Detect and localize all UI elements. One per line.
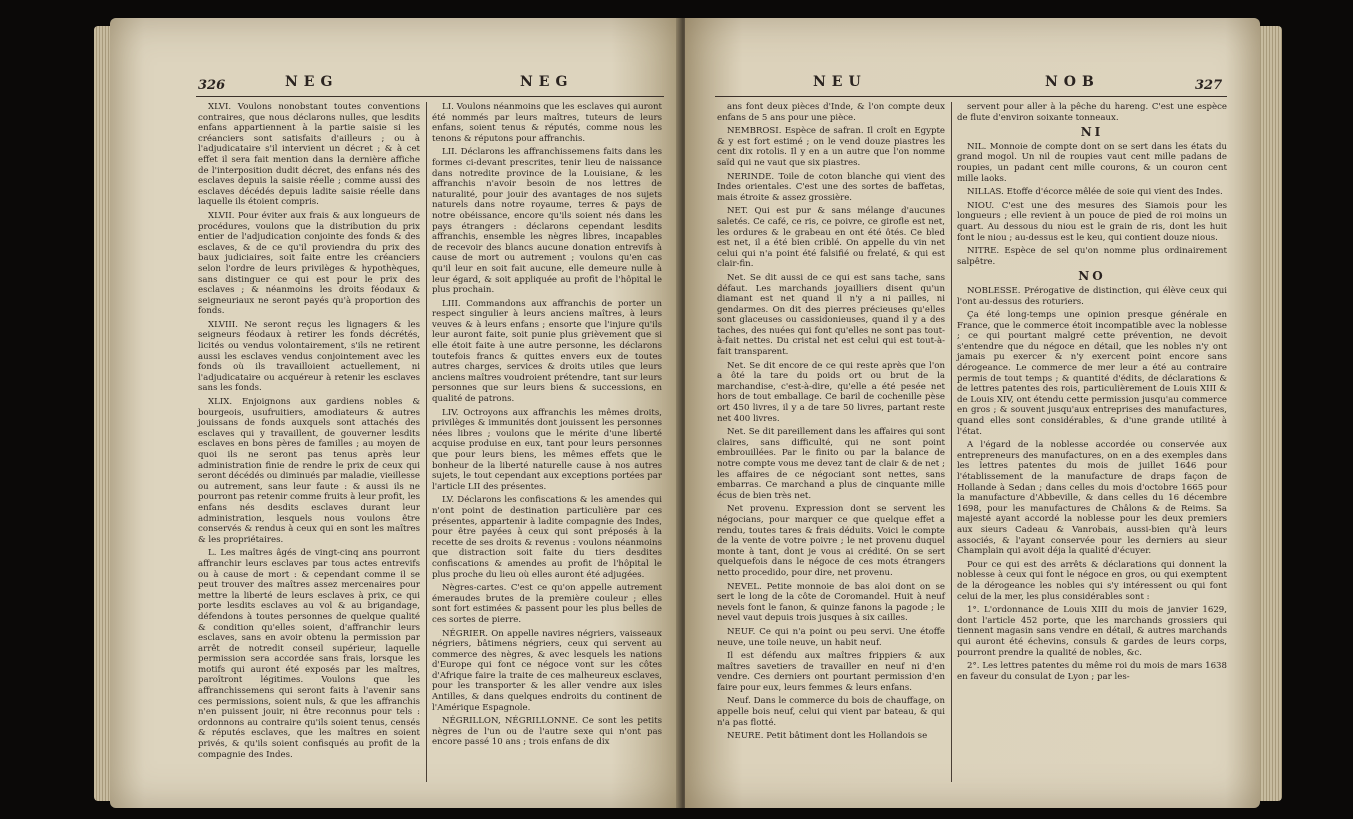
entry-paragraph: NILLAS. Etoffe d'écorce mêlée de soie qui vient des Indes. bbox=[967, 187, 1223, 198]
entry-paragraph: LV. Déclarons les confiscations & les amendes qui n'ont point de destination particulière par ces présentes, appartenir à ladite compagnie des Indes, pour être payées à ceux qui sont préposés à la recette de ses droits & revenus : voulons néanmoins que distraction soit faite du tiers desdites confiscations & amendes au profit de l'hôpital le plus proche du lieu où elles auront été adjugées. bbox=[432, 495, 662, 580]
entry-paragraph: NEVEL. Petite monnoie de bas aloi dont on se sert le long de la côte de Coromandel. Huit à neuf nevels font le fanon, & quinze fanons la pagode ; le nevel vaut depuis trois jusques à six cailles. bbox=[717, 581, 945, 624]
entry-paragraph: NOBLESSE. Prérogative de distinction, qui élève ceux qui l'ont au-dessus des roturiers. bbox=[957, 285, 1227, 307]
entry-paragraph: XLVIII. Ne seront reçus les lignagers & les seigneurs féodaux à retirer les fonds décrétés, licités ou vendus volontairement, s'ils ne retirent aussi les esclaves vendus conjointement avec les fonds où ils travailloient actuellement, ni l'adjudicataire ou acquéreur à retenir les esclaves sans les fonds. bbox=[198, 319, 420, 394]
right-column-1 bbox=[717, 102, 945, 745]
entry-paragraph: Pour ce qui est des arrêts & déclarations qui donnent la noblesse à ceux qui font le négoce en gros, ou qui exemptent de la dérogeance les nobles qui s'y intéressent ou qui font celui de la mer, les plus considérables sont : bbox=[957, 559, 1227, 602]
entry-paragraph: XLIX. Enjoignons aux gardiens nobles & bourgeois, usufruitiers, amodiateurs & autres jouissans de fonds auxquels sont attachés des esclaves qui y travaillent, de gouverner lesdits esclaves en bons pères de familles ; au moyen de quoi ils ne seront pas tenus après leur administration finie de rendre le prix de ceux qui seront décédés ou diminués par maladie, vieillesse ou autrement, sans leur faute : & aussi ils ne pourront pas retenir comme fruits à leur profit, les enfans nés desdits esclaves durant leur administration, lesquels nous voulons être conservés & rendus à ceux qui en sont les maîtres & les propriétaires. bbox=[198, 397, 420, 545]
entry-paragraph: LI. Voulons néanmoins que les esclaves qui auront été nommés par leurs maîtres, tuteurs de leurs enfans, soient tenus & réputés, comme nous les tenons & réputons pour affranchis. bbox=[432, 102, 662, 144]
entry-paragraph: NEURE. Petit bâtiment dont les Hollandois se bbox=[727, 731, 928, 742]
left-header-rule bbox=[196, 96, 664, 97]
entry-paragraph: LIII. Commandons aux affranchis de porter un respect singulier à leurs anciens maîtres, à leurs veuves & à leurs enfans ; ensorte que l'injure qu'ils leur auront faite, soit punie plus grièvement que si elle étoit faite à une autre personne, les déclarons toutefois francs & quittes envers eux de toutes autres charges, services & droits utiles que leurs anciens maîtres voudroient prétendre, tant sur leurs personnes que sur leurs biens & successions, en qualité de patrons. bbox=[432, 298, 662, 405]
entry-paragraph: NÉGRILLON, NÉGRILLONNE. Ce sont les petits nègres de l'un ou de l'autre sexe qui n'ont pas encore passé 10 ans ; trois enfans de dix bbox=[432, 716, 662, 748]
right-header-right: NOB bbox=[1045, 74, 1100, 90]
section-no-entries bbox=[957, 286, 1227, 682]
entry-paragraph: Il est défendu aux maîtres frippiers & aux maîtres savetiers de travailler en neuf ni d'en vendre. Ces derniers ont pourtant permission d'en faire pour eux, leurs femmes & leurs enfans. bbox=[717, 651, 945, 693]
entry-paragraph: A l'égard de la noblesse accordée ou conservée aux entrepreneurs des manufactures, on en a des exemples dans les lettres patentes du mois de juillet 1646 pour l'établissement de la manufacture de draps façon de Hollande à Sedan ; dans celles du mois d'octobre 1665 pour la manufacture d'Abbeville, & dans celles du 16 décembre 1698, pour les manufactures de Châlons & de Reims. Sa majesté ayant accordé la noblesse pour les deux premiers aux sieurs Cadeau & Vanrobais, aussi-bien qu'à leurs associés, & l'ayant conservée pour les derniers au sieur Champlain qui avoit déja la qualité d'écuyer. bbox=[957, 440, 1227, 557]
entry-paragraph: XLVI. Voulons nonobstant toutes conventions contraires, que nous déclarons nulles, que lesdits enfans appartiennent à la partie saisie si les créanciers sont satisfaits d'ailleurs ; ou à l'adjudicataire s'il intervient un décret ; & à cet effet il sera fait mention dans la dernière affiche de l'interposition dudit décret, des enfans nés des esclaves depuis la saisie réelle ; comme aussi des esclaves décédés depuis ladite saisie réelle dans laquelle ils étoient compris. bbox=[198, 102, 420, 208]
entry-paragraph: NÉGRIER. On appelle navires négriers, vaisseaux négriers, bâtimens négriers, ceux qui servent au commerce des nègres, & avec lesquels les nations d'Europe qui font ce négoce vont sur les côtes d'Afrique faire la traite de ces malheureux esclaves, pour les transporter & les aller vendre aux isles Antilles, & dans quelques endroits du continent de l'Amérique Espagnole. bbox=[432, 628, 662, 713]
entry-paragraph: NIL. Monnoie de compte dont on se sert dans les états du grand mogol. Un nil de roupies vaut cent mille padans de roupies, un padant cent mille courons, & un couron cent mille laoks. bbox=[957, 141, 1227, 184]
entry-paragraph: Net. Se dit encore de ce qui reste après que l'on a ôté la tare du poids ort ou brut de la marchandise, c'est-à-dire, qu'elle a été pesée net hors de tout emballage. Ce baril de cochenille pèse ort 450 livres, il y a de tare 50 livres, partant reste net 400 livres. bbox=[717, 360, 945, 424]
neure-continuation: servent pour aller à la pêche du hareng. C'est une espèce de flute d'environ soixante tonneaux. bbox=[957, 102, 1227, 123]
entry-paragraph: 1°. L'ordonnance de Louis XIII du mois de janvier 1629, dont l'article 452 porte, que les marchands grossiers qui tiennent magasin sans vendre en détail, & autres marchands qui auront été échevins, consuls & gardes de leurs corps, pourront prendre la qualité de nobles, &c. bbox=[957, 605, 1227, 658]
entry-paragraph: NIOU. C'est une des mesures des Siamois pour les longueurs ; elle revient à un pouce de pied de roi moins un quart. Au dessous du niou est le grain de ris, dont les huit font le niou ; au-dessus est le keu, qui contient douze nious. bbox=[957, 200, 1227, 243]
right-page-number: 327 bbox=[1195, 78, 1223, 93]
right-column-2 bbox=[957, 102, 1227, 685]
left-header-left: NEG bbox=[285, 74, 339, 90]
left-header-right: NEG bbox=[520, 74, 574, 90]
left-column-1 bbox=[198, 102, 420, 763]
entry-paragraph: LIV. Octroyons aux affranchis les mêmes droits, privilèges & immunités dont jouissent les personnes nées libres ; voulons que le mérite d'une liberté acquise produise en eux, tant pour leurs personnes que pour leurs biens, les mêmes effets que le bonheur de la liberté naturelle cause à nos autres sujets, le tout cependant aux exceptions portées par l'article LII des présentes. bbox=[432, 407, 662, 492]
right-column-divider bbox=[951, 102, 952, 782]
entry-paragraph: L. Les maîtres âgés de vingt-cinq ans pourront affranchir leurs esclaves par tous actes entrevifs ou à cause de mort : & cependant comme il se peut trouver des maîtres assez mercenaires pour mettre la liberté de leurs esclaves à prix, ce qui porte lesdits esclaves au vol & au brigandage, défendons à toutes personnes de quelque qualité & condition qu'elles soient, d'affranchir leurs esclaves, sans en avoir obtenu la permission par arrêt de notredit conseil supérieur, laquelle permission sera accordée sans frais, lorsque les motifs qui auront été exposés par les maîtres, paroîtront légitimes. Voulons que les affranchissemens qui seront faits à l'avenir sans ces permissions, soient nuls, & que les affranchis n'en puissent jouir, ni être reconnus pour tels : ordonnons au contraire qu'ils soient tenus, censés & réputés esclaves, que les maîtres en soient privés, & qu'ils soient confisqués au profit de la compagnie des Indes. bbox=[198, 548, 420, 760]
section-heading-ni: NI bbox=[1080, 125, 1104, 140]
entry-paragraph: Net provenu. Expression dont se servent les négocians, pour marquer ce que quelque effet a rendu, toutes tares & frais déduits. Voici le compte de la vente de votre poivre ; le net provenu duquel monte à tant, dont je vous ai crédité. On se sert quelquefois dans le négoce de ces mots étrangers netto procedido, pour dire, net provenu. bbox=[717, 504, 945, 578]
entry-paragraph: Ça été long-temps une opinion presque générale en France, que le commerce étoit incompatible avec la noblesse ; ce qui pourtant malgré cette prévention, ne devoit s'entendre que du négoce en détail, que les nobles n'y ont jamais pu exercer & n'y exercent point encore sans dérogeance. Le commerce de mer leur a été au contraire permis de tout temps ; & quantité d'édits, de déclarations & de lettres patentes des rois, particulièrement de Louis XIII & de Louis XIV, ont étendu cette permission jusqu'au commerce en gros ; & souvent jusqu'aux entreprises des manufactures, quand elles sont considérables, & d'une grande utilité à l'état. bbox=[957, 310, 1227, 437]
entry-paragraph: Net. Se dit aussi de ce qui est sans tache, sans défaut. Les marchands joyailliers disent qu'un diamant est net quand il n'y a ni pailles, ni gendarmes. On dit des pierres précieuses qu'elles sont glaceuses ou cassidonieuses, quand il y a des taches, des nuées qui font qu'elles ne sont pas tout-à-fait nettes. Du cristal net est celui qui est tout-à-fait transparent. bbox=[717, 272, 945, 358]
section-heading-no: NO bbox=[1078, 269, 1106, 284]
entry-paragraph: Net. Se dit pareillement dans les affaires qui sont claires, sans difficulté, qui ne sont point embrouillées. Par le finito ou par la balance de notre compte vous me devez tant de clair & de net ; les affaires de ce négociant sont nettes, sans embarras. Ce marchand a plus de cinquante mille écus de bien très net. bbox=[717, 427, 945, 501]
entry-paragraph: LII. Déclarons les affranchissemens faits dans les formes ci-devant prescrites, tenir lieu de naissance dans notredite province de la Louisiane, & les affranchis n'avoir besoin de nos lettres de naturalité, pour jouir des avantages de nos sujets naturels dans notre royaume, terres & pays de notre obéissance, encore qu'ils soient nés dans les pays étrangers : déclarons cependant lesdits affranchis, ensemble les nègres libres, incapables de recevoir des blancs aucune donation entrevifs à cause de mort ou autrement ; voulons qu'en cas qu'il leur en soit fait aucune, elle demeure nulle à leur égard, & soit appliquée au profit de l'hôpital le plus prochain. bbox=[432, 147, 662, 296]
entry-paragraph: XLVII. Pour éviter aux frais & aux longueurs de procédures, voulons que la distribution du prix entier de l'adjudication conjointe des fonds & des esclaves, & de ce qu'il proviendra du prix des baux judiciaires, soit faite entre les créanciers selon l'ordre de leurs privilèges & hypothèques, sans distinguer ce qui est pour le prix des esclaves ; & néanmoins les droits féodaux & seigneuriaux ne seront payés qu'à proportion des fonds. bbox=[198, 210, 420, 317]
entry-paragraph: NET. Qui est pur & sans mélange d'aucunes saletés. Ce café, ce ris, ce poivre, ce girofle est net, les ordures & le grabeau en ont été ôtés. Ce bled est net, il a été bien criblé. On appelle du vin net celui qui n'a point été falsifié ou frelaté, & qui est clair-fin. bbox=[717, 206, 945, 270]
entry-paragraph: NEUF. Ce qui n'a point ou peu servi. Une étoffe neuve, une toile neuve, un habit neuf. bbox=[717, 626, 945, 648]
left-column-divider bbox=[426, 102, 427, 782]
page-edges-right bbox=[1260, 26, 1282, 801]
page-edges-left bbox=[94, 26, 110, 801]
section-ni-entries bbox=[957, 142, 1227, 268]
book-spread bbox=[110, 18, 1260, 808]
left-column-2 bbox=[432, 102, 662, 751]
right-page bbox=[685, 18, 1260, 808]
left-page bbox=[110, 18, 680, 808]
entry-paragraph: Nègres-cartes. C'est ce qu'on appelle autrement émeraudes brutes de la première couleur ; elles sont fort estimées & passent pour les plus belles de ces sortes de pierre. bbox=[432, 583, 662, 625]
left-page-number: 326 bbox=[198, 78, 226, 93]
right-header-left: NEU bbox=[813, 74, 867, 90]
entry-paragraph: Neuf. Dans le commerce du bois de chauffage, on appelle bois neuf, celui qui vient par bateau, & qui n'a pas flotté. bbox=[717, 696, 945, 728]
entry-paragraph: NERINDE. Toile de coton blanche qui vient des Indes orientales. C'est une des sortes de baffetas, mais étroite & assez grossière. bbox=[717, 171, 945, 203]
entry-paragraph: NITRE. Espèce de sel qu'on nomme plus ordinairement salpêtre. bbox=[957, 246, 1227, 267]
entry-paragraph: ans font deux pièces d'Inde, & l'on compte deux enfans de 5 ans pour une pièce. bbox=[717, 102, 945, 123]
entry-paragraph: NEMBROSI. Espèce de safran. Il croît en Egypte & y est fort estimé ; on le vend douze piastres les cent dix rotolis. Il y en a un autre que l'on nomme saïd qui ne vaut que six piastres. bbox=[717, 126, 945, 168]
entry-paragraph: 2°. Les lettres patentes du même roi du mois de mars 1638 en faveur du consulat de Lyon ; par les- bbox=[957, 661, 1227, 682]
right-header-rule bbox=[715, 96, 1227, 97]
